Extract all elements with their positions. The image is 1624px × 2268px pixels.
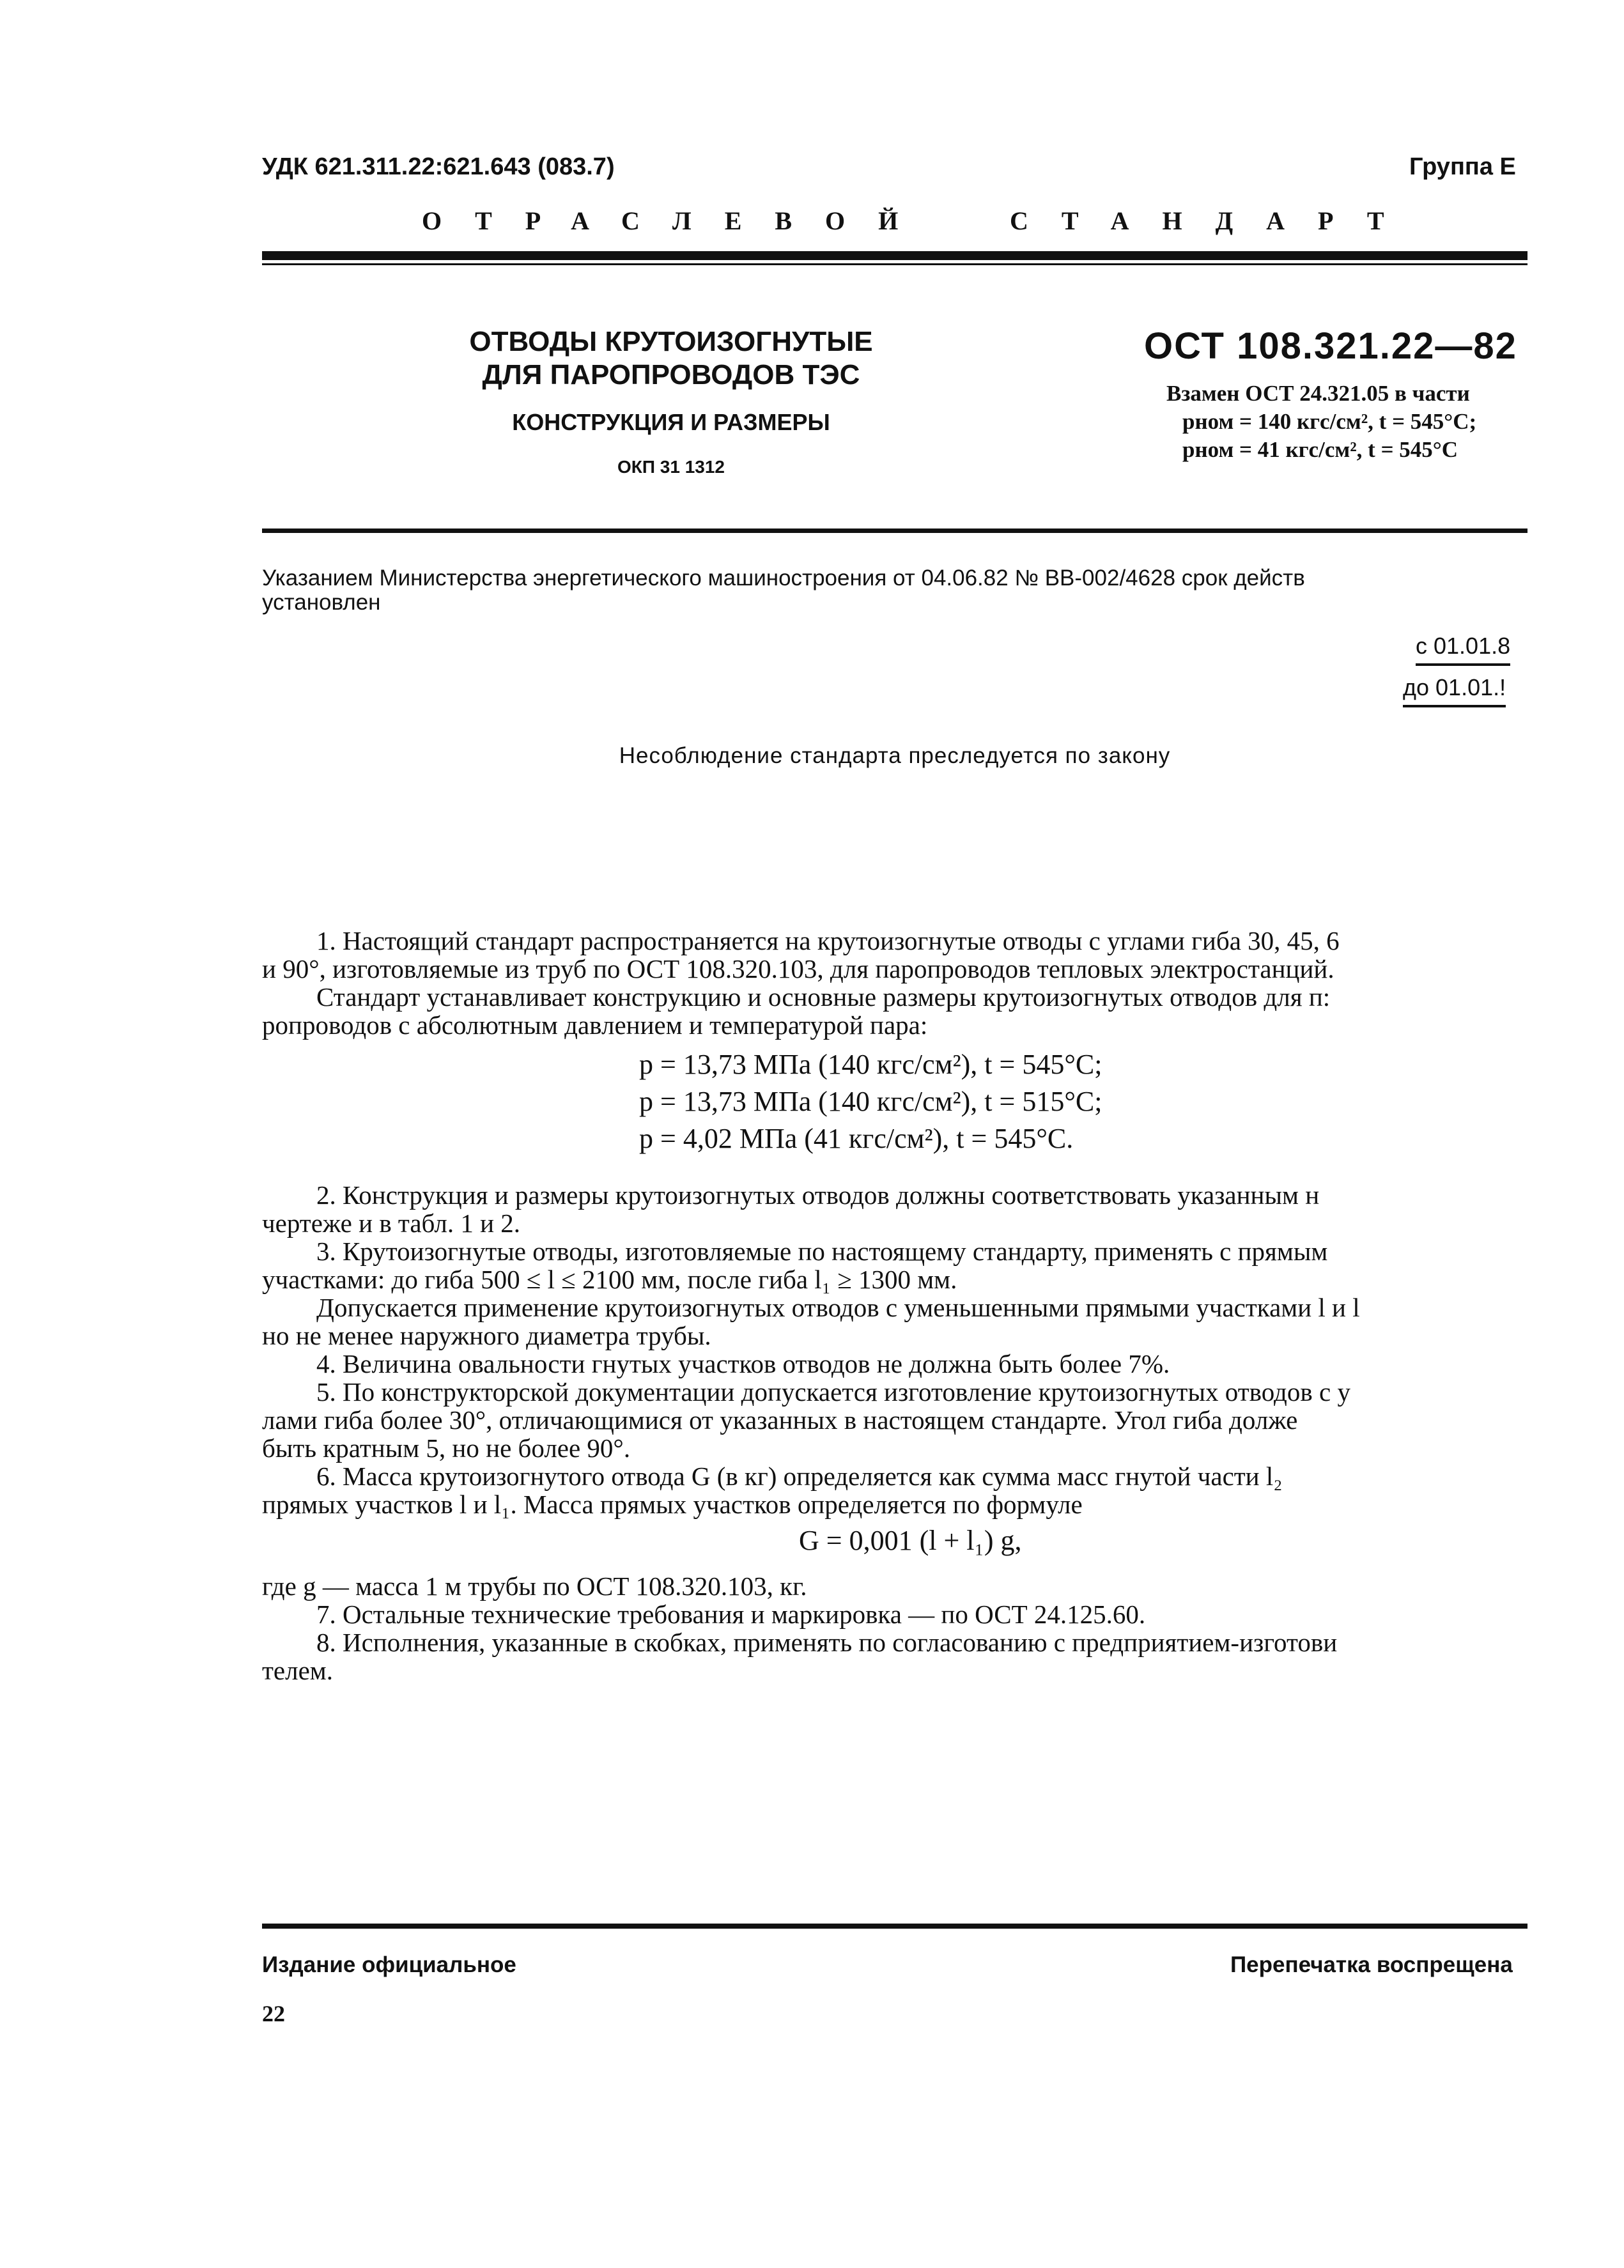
paragraph-1-line-2: и 90°, изготовляемые из труб по ОСТ 108.320.103, для паропроводов тепловых электростанций.	[262, 954, 1334, 984]
title-line-1: ОТВОДЫ КРУТОИЗОГНУТЫЕ	[469, 326, 873, 357]
paragraph-3-line-2: участками: до гиба 500 ≤ l ≤ 2100 мм, после гиба l₁ ≥ 1300 мм.	[262, 1265, 957, 1294]
banner-left: ОТРАСЛЕВОЙ	[422, 206, 932, 235]
decree-line-1: Указанием Министерства энергетического машиностроения от 04.06.82 № ВВ-002/4628 срок действ	[262, 566, 1305, 590]
paragraph-2-line-2: чертеже и в табл. 1 и 2.	[262, 1208, 521, 1238]
banner-right: СТАНДАРТ	[1010, 206, 1418, 235]
date-from: с 01.01.8	[1416, 633, 1510, 666]
formula-pressure-2: p = 13,73 МПа (140 кгс/см²), t = 515°С;	[639, 1086, 1102, 1117]
paragraph-6-line-1: 6. Масса крутоизогнутого отвода G (в кг) определяется как сумма масс гнутой части l₂	[316, 1462, 1283, 1491]
udk-code: УДК 621.311.22:621.643 (083.7)	[262, 153, 615, 180]
paragraph-3-line-1: 3. Крутоизогнутые отводы, изготовляемые по настоящему стандарту, применять с прямым	[316, 1237, 1328, 1266]
standard-number: ОСТ 108.321.22—82	[1144, 325, 1517, 367]
paragraph-3b-line-1: Допускается применение крутоизогнутых отводов с уменьшенными прямыми участками l и l	[316, 1293, 1360, 1322]
paragraph-8-line-1: 8. Исполнения, указанные в скобках, применять по согласованию с предприятием-изготови	[316, 1628, 1338, 1657]
paragraph-6-line-2: прямых участков l и l₁. Масса прямых участков определяется по формуле	[262, 1490, 1083, 1519]
replaces-line-2: pном = 140 кгс/см², t = 545°С;	[1182, 409, 1477, 434]
group-label: Группа Е	[1409, 153, 1516, 180]
replaces-line-3: pном = 41 кгс/см², t = 545°С	[1182, 437, 1458, 462]
paragraph-6b-8	[262, 1572, 1524, 1685]
footer-official-edition: Издание официальное	[262, 1952, 516, 1977]
paragraph-7: 7. Остальные технические требования и маркировка — по ОСТ 24.125.60.	[316, 1600, 1146, 1629]
subtitle: КОНСТРУКЦИЯ И РАЗМЕРЫ	[512, 409, 830, 435]
date-to: до 01.01.!	[1403, 674, 1506, 707]
replaces-line-1: Взамен ОСТ 24.321.05 в части	[1166, 381, 1470, 406]
footer-rule	[262, 1924, 1527, 1929]
formula-pressure-1: p = 13,73 МПа (140 кгс/см²), t = 545°С;	[639, 1049, 1102, 1080]
okp-code: ОКП 31 1312	[617, 457, 725, 477]
paragraph-1b-line-1: Стандарт устанавливает конструкцию и основные размеры крутоизогнутых отводов для п:	[316, 982, 1331, 1012]
paragraph-8-line-2: телем.	[262, 1656, 333, 1685]
paragraph-2-8	[262, 1181, 1524, 1518]
formula-pressure-3: p = 4,02 МПа (41 кгс/см²), t = 545°С.	[639, 1123, 1074, 1154]
footer-reprint-notice: Перепечатка воспрещена	[1230, 1952, 1513, 1977]
paragraph-6b: где g — масса 1 м трубы по ОСТ 108.320.103, кг.	[262, 1571, 807, 1601]
paragraph-5-line-3: быть кратным 5, но не более 90°.	[262, 1433, 631, 1463]
formula-mass: G = 0,001 (l + l₁) g,	[799, 1525, 1022, 1556]
enforcement-notice: Несоблюдение стандарта преследуется по закону	[619, 743, 1171, 768]
page-number: 22	[262, 2001, 285, 2026]
paragraph-5-line-1: 5. По конструкторской документации допускается изготовление крутоизогнутых отводов с у	[316, 1377, 1350, 1407]
paragraph-3b-line-2: но не менее наружного диаметра трубы.	[262, 1321, 711, 1350]
title-line-2: ДЛЯ ПАРОПРОВОДОВ ТЭС	[482, 359, 860, 390]
paragraph-1	[262, 927, 1524, 1039]
decree-line-2: установлен	[262, 590, 381, 615]
paragraph-4: 4. Величина овальности гнутых участков отводов не должна быть более 7%.	[316, 1349, 1170, 1378]
title-rule	[262, 528, 1527, 533]
header-rule-thin	[262, 263, 1527, 265]
paragraph-2-line-1: 2. Конструкция и размеры крутоизогнутых отводов должны соответствовать указанным н	[316, 1180, 1320, 1210]
paragraph-5-line-2: лами гиба более 30°, отличающимися от указанных в настоящем стандарте. Угол гиба долже	[262, 1405, 1298, 1435]
paragraph-1-line-1: 1. Настоящий стандарт распространяется на крутоизогнутые отводы с углами гиба 30, 45, 6	[316, 926, 1340, 955]
header-rule-thick	[262, 251, 1527, 260]
paragraph-1b-line-2: ропроводов с абсолютным давлением и температурой пара:	[262, 1010, 928, 1040]
